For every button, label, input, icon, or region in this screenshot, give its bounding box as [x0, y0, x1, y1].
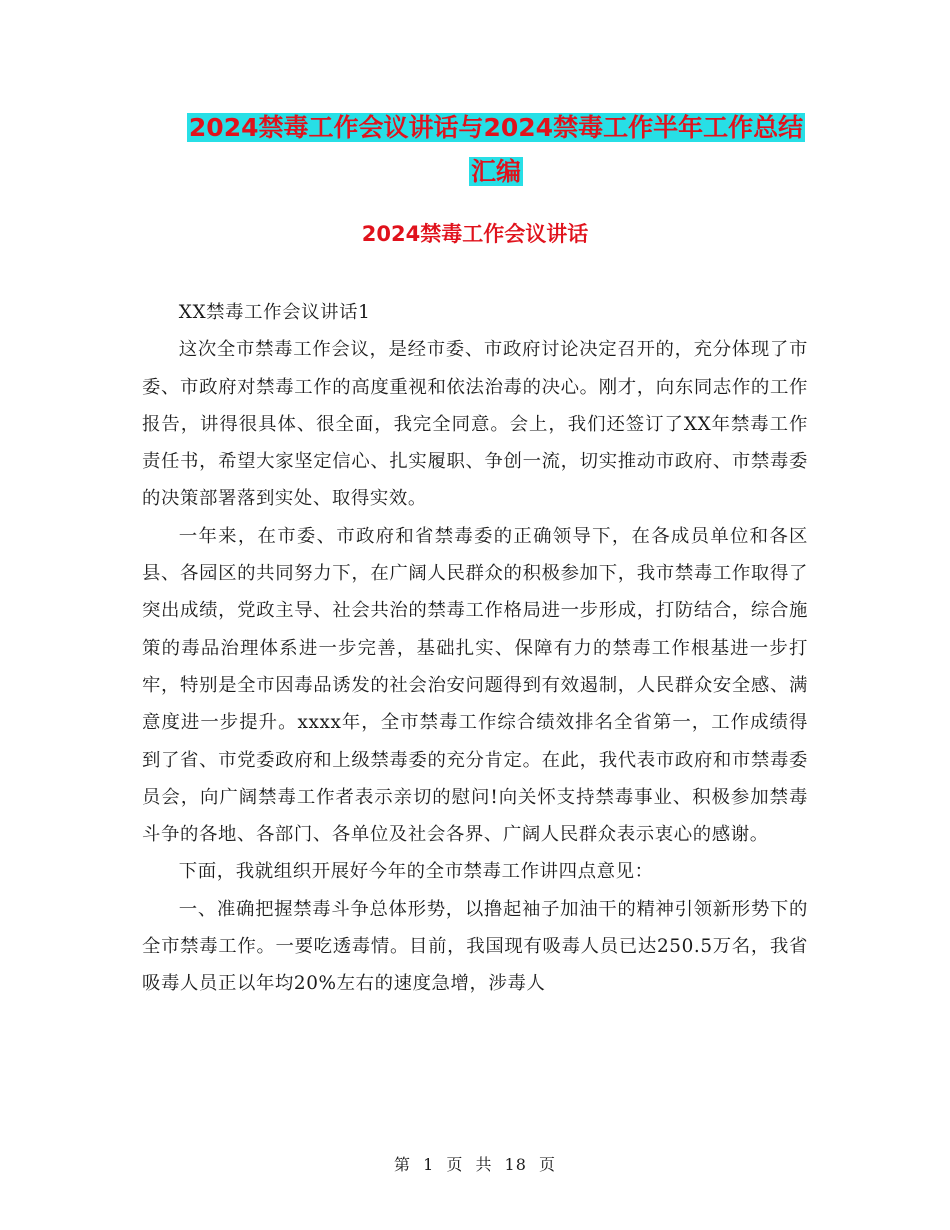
document-title: [140, 106, 852, 194]
paragraph: 一、准确把握禁毒斗争总体形势，以撸起袖子加油干的精神引领新形势下的全市禁毒工作。一要吃透毒情。目前，我国现有吸毒人员已达250.5万名，我省吸毒人员正以年均20%左右的速度急增，涉毒人: [142, 898, 808, 995]
paragraph: XX禁毒工作会议讲话1: [178, 302, 371, 323]
document-body: [142, 294, 808, 1003]
paragraph: 一年来，在市委、市政府和省禁毒委的正确领导下，在各成员单位和各区县、各园区的共同努力下，在广阔人民群众的积极参加下，我市禁毒工作取得了突出成绩，党政主导、社会共治的禁毒工作格局进一步形成，打防结合，综合施策的毒品治理体系进一步完善，基础扎实、保障有力的禁毒工作根基进一步打牢，特别是全市因毒品诱发的社会治安问题得到有效遏制，人民群众安全感、满意度进一步提升。xxxx年，全市禁毒工作综合绩效排名全省第一，工作成绩得到了省、市党委政府和上级禁毒委的充分肯定。在此，我代表市政府和市禁毒委员会，向广阔禁毒工作者表示亲切的慰问!向关怀支持禁毒事业、积极参加禁毒斗争的各地、各部门、各单位及社会各界、广阔人民群众表示衷心的感谢。: [142, 525, 808, 846]
title-line-2: 汇编: [470, 157, 521, 186]
paragraph: 这次全市禁毒工作会议，是经市委、市政府讨论决定召开的，充分体现了市委、市政府对禁毒工作的高度重视和依法治毒的决心。刚才，向东同志作的工作报告，讲得很具体、很全面，我完全同意。会上，我们还签订了XX年禁毒工作责任书，希望大家坚定信心、扎实履职、争创一流，切实推动市政府、市禁毒委的决策部署落到实处、取得实效。: [142, 339, 808, 510]
title-line-1: 2024禁毒工作会议讲话与2024禁毒工作半年工作总结: [188, 113, 804, 142]
section-title: 2024禁毒工作会议讲话: [361, 222, 589, 246]
paragraph: 下面，我就组织开展好今年的全市禁毒工作讲四点意见：: [178, 861, 654, 883]
page-footer: 第 1 页 共 18 页: [394, 1155, 556, 1174]
